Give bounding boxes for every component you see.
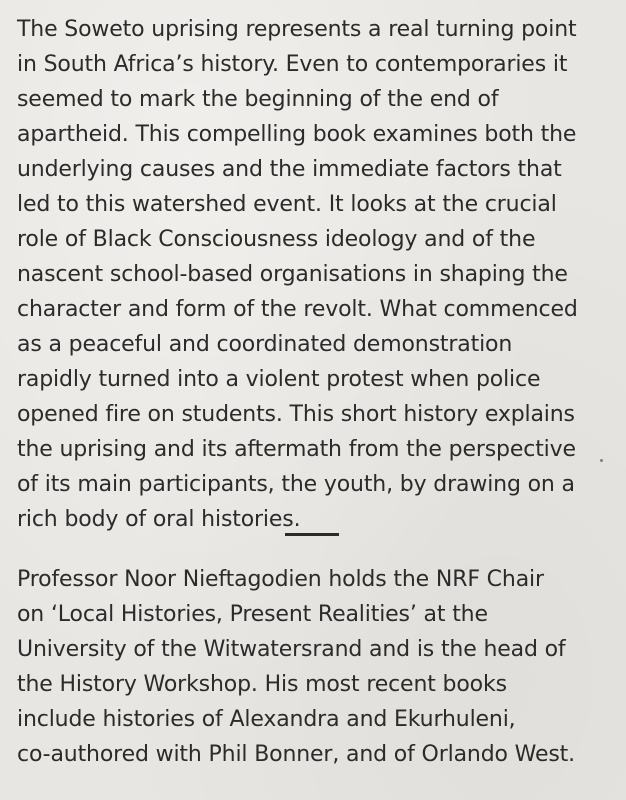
blurb-line: nascent school-based organisations in shaping the [17,262,568,287]
blurb-line: opened fire on students. This short history explains [17,402,575,427]
blurb-line: in South Africa’s history. Even to contemporaries it [17,52,568,77]
bio-line: co-authored with Phil Bonner, and of Orlando West. [17,742,575,767]
paper-speck [600,459,603,462]
blurb-line: apartheid. This compelling book examines both the [17,122,577,147]
blurb-line: underlying causes and the immediate factors that [17,157,562,182]
blurb-line: the uprising and its aftermath from the perspective [17,437,576,462]
blurb-line: seemed to mark the beginning of the end of [17,87,499,112]
blurb-line: rapidly turned into a violent protest when police [17,367,541,392]
blurb-line: as a peaceful and coordinated demonstration [17,332,513,357]
section-divider [285,533,339,536]
bio-line: include histories of Alexandra and Ekurhuleni, [17,707,516,732]
blurb-line: of its main participants, the youth, by drawing on a [17,472,575,497]
bio-line: on ‘Local Histories, Present Realities’ at the [17,602,488,627]
blurb-line: The Soweto uprising represents a real turning point [17,17,577,42]
blurb-line: character and form of the revolt. What commenced [17,297,578,322]
blurb-line: rich body of oral histories. [17,507,301,532]
blurb-line: role of Black Consciousness ideology and of the [17,227,536,252]
blurb-line: led to this watershed event. It looks at the crucial [17,192,557,217]
bio-line: the History Workshop. His most recent books [17,672,507,697]
bio-line: Professor Noor Nieftagodien holds the NRF Chair [17,567,544,592]
bio-line: University of the Witwatersrand and is the head of [17,637,566,662]
